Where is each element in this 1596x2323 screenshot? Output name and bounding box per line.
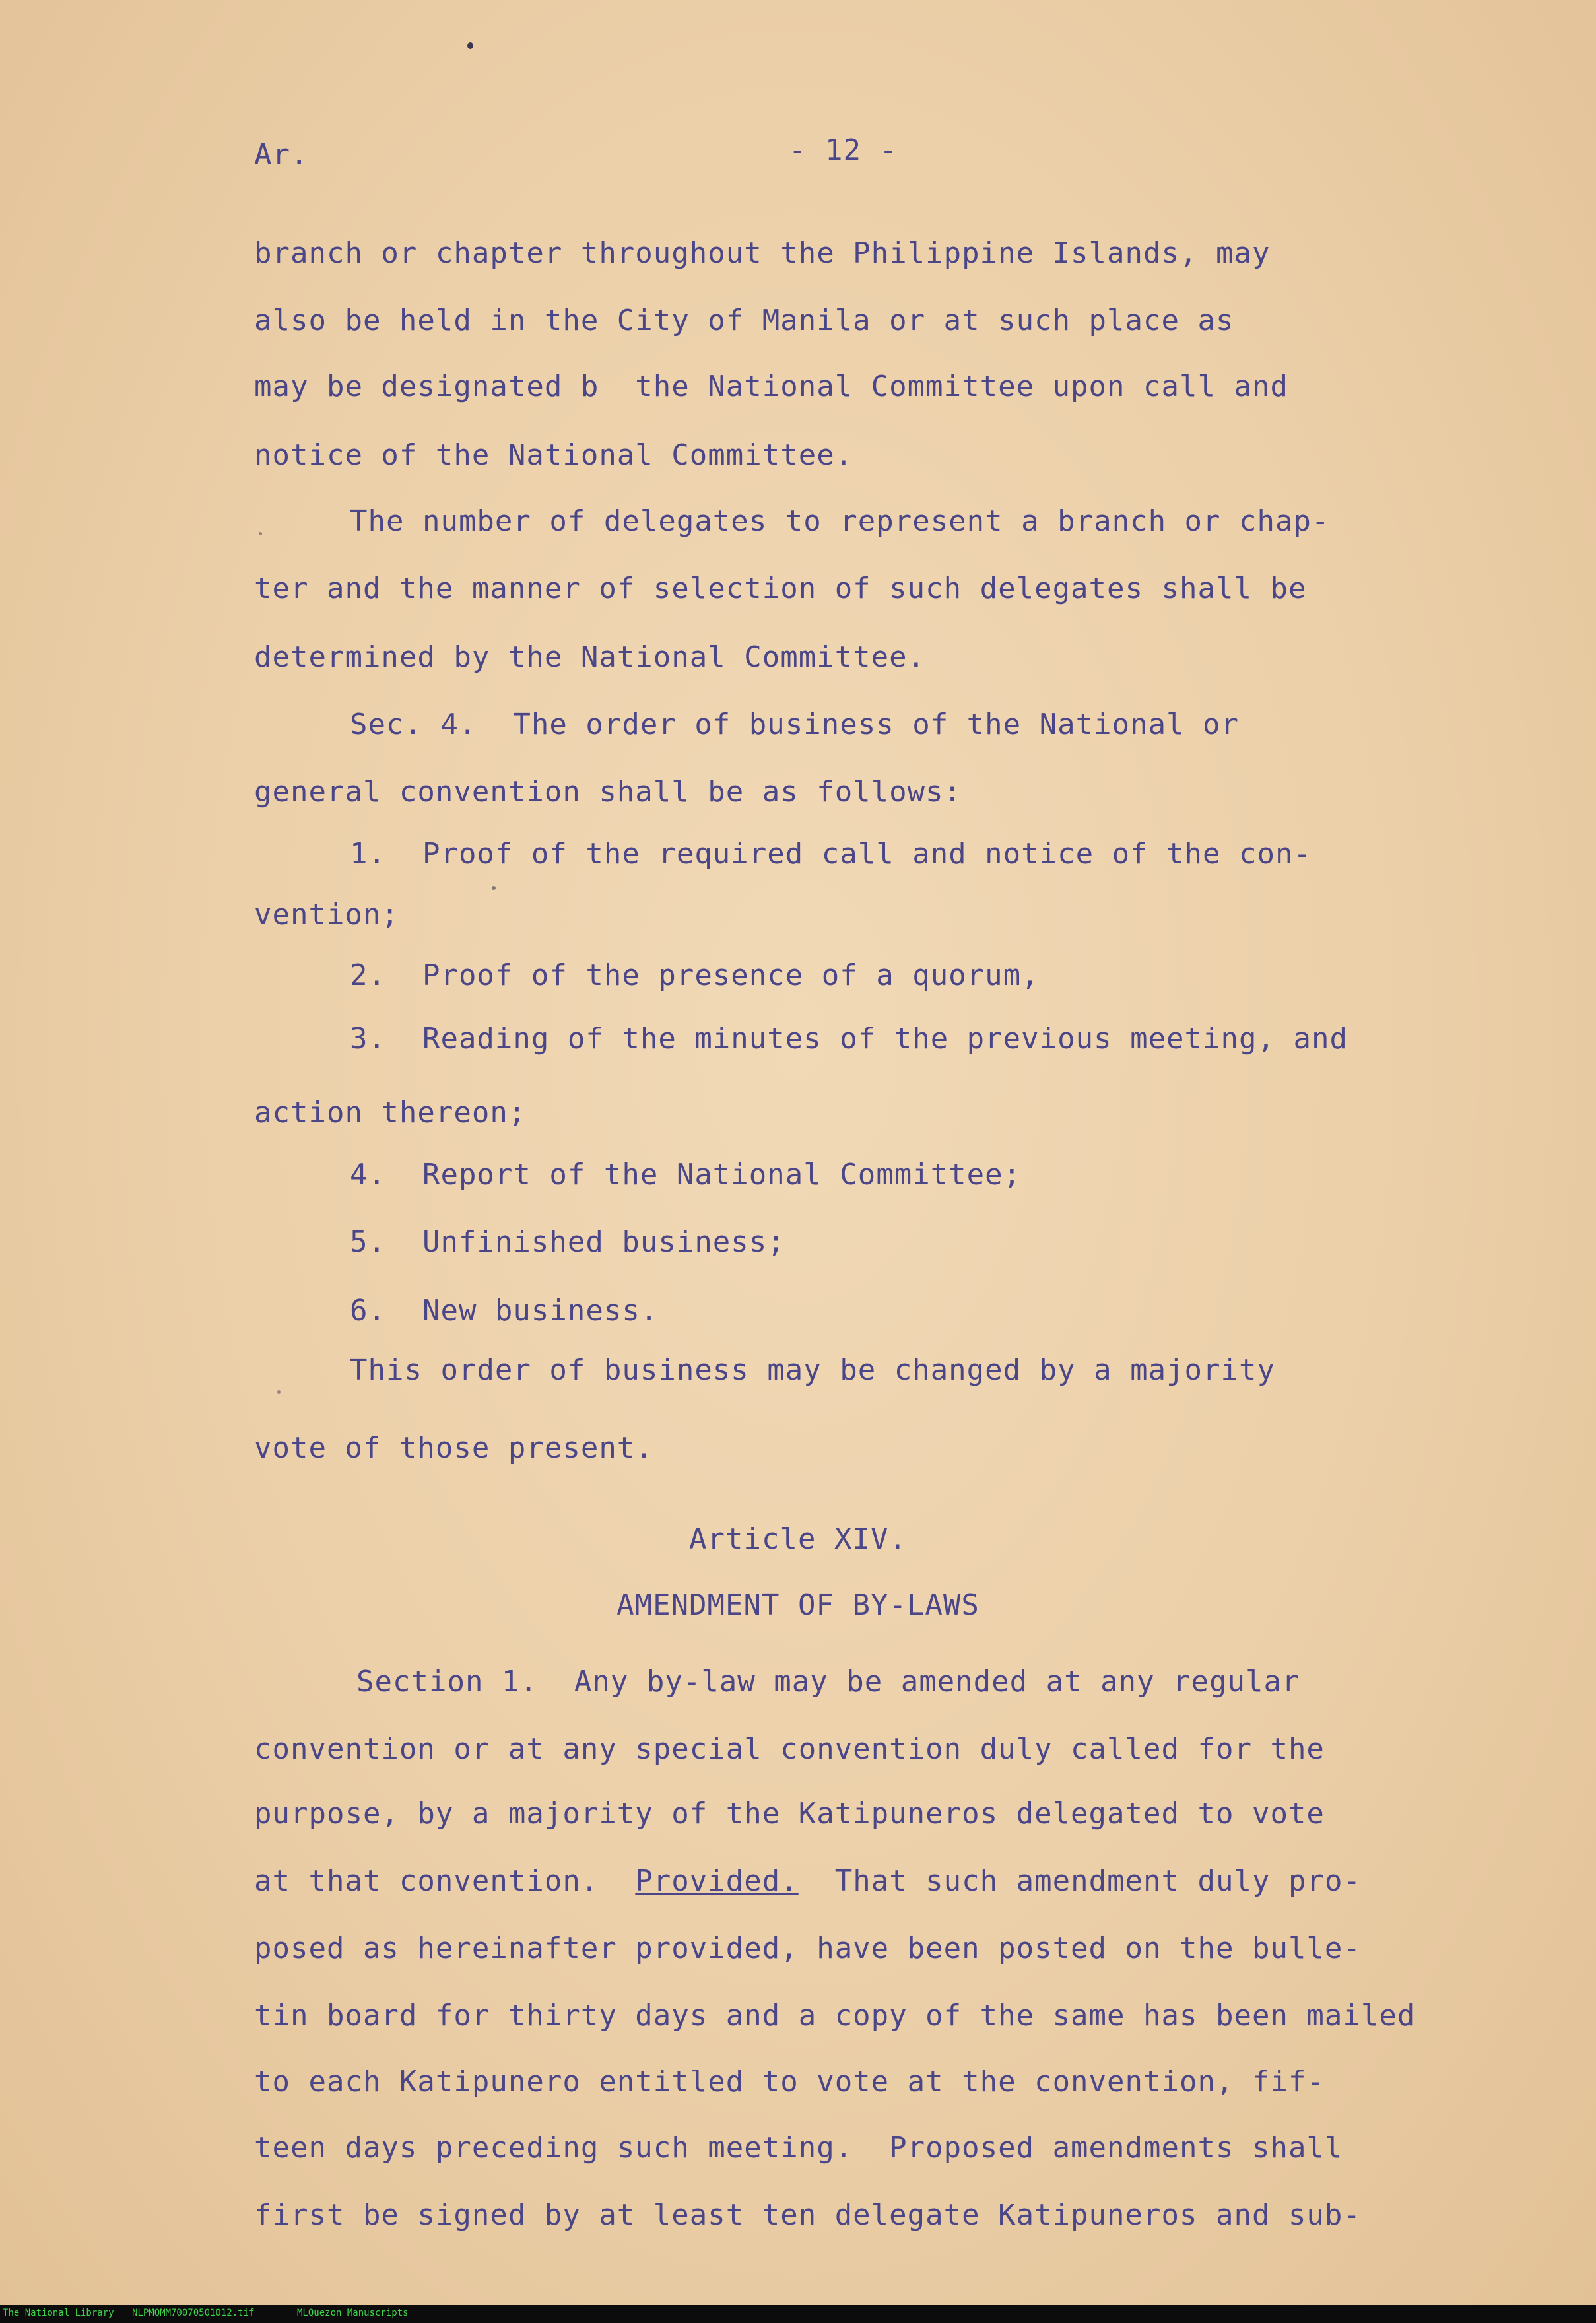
body-line: Section 1. Any by-law may be amended at any regular [356,1665,1300,1699]
list-item: action thereon; [254,1096,527,1129]
list-item: 3. Reading of the minutes of the previous meeting, and [350,1022,1348,1056]
body-line [254,1862,1361,1901]
article-title: Article XIV. [689,1522,907,1556]
ink-speck [492,886,496,890]
body-line: convention or at any special convention duly called for the [254,1732,1325,1766]
list-item: 2. Proof of the presence of a quorum, [350,959,1040,992]
body-line: purpose, by a majority of the Katipuneros delegated to vote [254,1797,1325,1831]
body-line: also be held in the City of Manila or at such place as [254,304,1234,337]
page-number: - 12 - [789,133,898,167]
body-line: This order of business may be changed by a majority [350,1353,1276,1387]
body-line: branch or chapter throughout the Philippine Islands, may [254,236,1271,270]
footer-library: The National Library [3,2308,114,2318]
footer-file-id: NLPMQMM70070501012.tif [132,2308,255,2318]
list-item: 4. Report of the National Committee; [350,1158,1022,1192]
body-line: to each Katipunero entitled to vote at the convention, fif- [254,2065,1325,2099]
underlined-word: Provided. [635,1864,799,1898]
ink-speck [277,1390,281,1394]
list-item: 5. Unfinished business; [350,1225,785,1259]
body-line: tin board for thirty days and a copy of the same has been mailed [254,1999,1416,2033]
ink-speck [467,42,473,49]
body-line: general convention shall be as follows: [254,775,962,809]
body-line: determined by the National Committee. [254,640,926,674]
ink-speck [259,532,262,535]
body-line: teen days preceding such meeting. Proposed amendments shall [254,2131,1343,2165]
body-line: notice of the National Committee. [254,438,853,472]
list-item: vention; [254,898,399,931]
header-left-mark: Ar. [254,138,309,172]
line-segment: That such amendment duly pro- [834,1864,1361,1898]
line-segment: at that convention. [254,1864,599,1898]
body-line: vote of those present. [254,1431,653,1465]
article-subtitle: AMENDMENT OF BY-LAWS [616,1588,980,1622]
list-item: 6. New business. [350,1294,659,1328]
body-line: Sec. 4. The order of business of the National or [350,708,1240,741]
body-line: The number of delegates to represent a branch or chap- [350,504,1330,538]
list-item: 1. Proof of the required call and notice of the con- [350,837,1312,871]
body-line: posed as hereinafter provided, have been posted on the bulle- [254,1932,1361,1965]
body-line: ter and the manner of selection of such delegates shall be [254,572,1307,605]
footer-collection: MLQuezon Manuscripts [297,2308,409,2318]
body-line: first be signed by at least ten delegate Katipuneros and sub- [254,2198,1361,2232]
body-line: may be designated b the National Committee upon call and [254,370,1288,403]
